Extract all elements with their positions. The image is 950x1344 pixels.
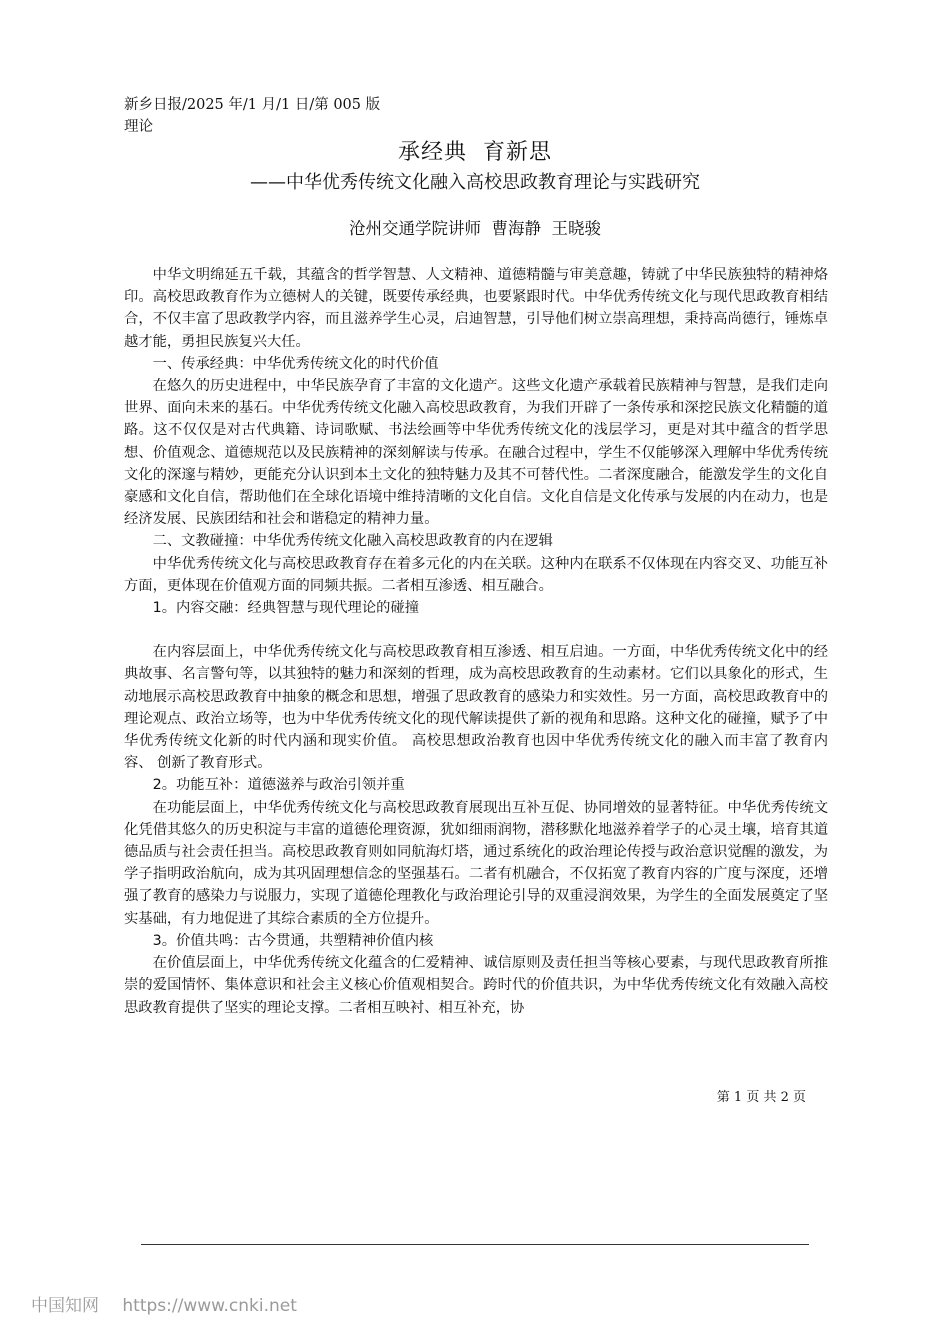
subheading-value-resonance: 3。价值共鸣：古今贯通，共塑精神价值内核	[152, 932, 434, 949]
paragraph-function-complement: 在功能层面上，中华优秀传统文化与高校思政教育展现出互补互促、协同增效的显著特征。中华优秀传统文化凭借其悠久的历史积淀与丰富的道德伦理资源，犹如细雨润物，潜移默化地滋养着学子的心灵土壤，培育其道德品质与社会责任担当。高校思政教育则如同航海灯塔，通过系统化的政治理论传授与政治意识觉醒的激发，为学子指明政治航向，成为其巩固理想信念的坚强基石。二者有机融合，不仅拓宽了教育内容的广度与深度，还增强了教育的感染力与说服力，实现了道德伦理教化与政治理论引导的双重浸润效果，为学生的全面发展奠定了坚实基础，有力地促进了其综合素质的全方位提升。	[124, 799, 828, 927]
subheading-content-fusion: 1。内容交融：经典智慧与现代理论的碰撞	[152, 600, 420, 617]
paragraph-intro: 中华文明绵延五千载，其蕴含的哲学智慧、人文精神、道德精髓与审美意趣，铸就了中华民族独特的精神烙印。高校思政教育作为立德树人的关键，既要传承经典，也要紧跟时代。中华优秀传统文化与现代思政教育相结合，不仅丰富了思政教学内容，而且滋养学生心灵，启迪智慧，引导他们树立崇高理想，秉持高尚德行，锤炼卓越才能，勇担民族复兴大任。	[124, 267, 828, 350]
article-title: 承经典 育新思	[398, 140, 552, 165]
article-body	[124, 264, 828, 1019]
article-subtitle: ——中华优秀传统文化融入高校思政教育理论与实践研究	[250, 172, 700, 193]
section-heading-1: 一、传承经典：中华优秀传统文化的时代价值	[152, 355, 439, 372]
page-number: 第 1 页 共 2 页	[716, 1090, 806, 1105]
author-line: 沧州交通学院讲师 曹海静 王晓骏	[349, 219, 601, 238]
subheading-function-complement: 2。功能互补：道德滋养与政治引领并重	[152, 777, 405, 794]
footer-watermark	[31, 1292, 297, 1320]
source-line: 新乡日报/2025 年/1 月/1 日/第 005 版理论	[124, 97, 381, 135]
section-heading-2: 二、文教碰撞：中华优秀传统文化融入高校思政教育的内在逻辑	[152, 533, 553, 550]
paragraph-section-1: 在悠久的历史进程中，中华民族孕育了丰富的文化遗产。这些文化遗产承载着民族精神与智慧，是我们走向世界、面向未来的基石。中华优秀传统文化融入高校思政教育，为我们开辟了一条传承和深挖民族文化精髓的道路。这不仅仅是对古代典籍、诗词歌赋、书法绘画等中华优秀传统文化的浅层学习，更是对其中蕴含的哲学思想、价值观念、道德规范以及民族精神的深刻解读与传承。在融合过程中，学生不仅能够深入理解中华优秀传统文化的深邃与精妙，更能充分认识到本土文化的独特魅力及其不可替代性。二者深度融合，能激发学生的文化自豪感和文化自信，帮助他们在全球化语境中维持清晰的文化自信。文化自信是文化传承与发展的内在动力，也是经济发展、民族团结和社会和谐稳定的精神力量。	[124, 378, 828, 528]
footer-divider	[141, 1244, 809, 1245]
paragraph-content-fusion: 在内容层面上，中华优秀传统文化与高校思政教育相互渗透、相互启迪。一方面，中华优秀传统文化中的经典故事、名言警句等，以其独特的魅力和深刻的哲理，成为高校思政教育的生动素材。它们以具象化的形式，生动地展示高校思政教育中抽象的概念和思想，增强了思政教育的感染力和实效性。另一方面，高校思政教育中的理论观点、政治立场等，也为中华优秀传统文化的现代解读提供了新的视角和思路。这种文化的碰撞，赋予了中华优秀传统文化新的时代内涵和现实价值。 高校思想政治教育也因中华优秀传统文化的融入而丰富了教育内容、 创新了教育形式。	[124, 644, 828, 772]
cnki-brand: 中国知网	[31, 1296, 99, 1316]
cnki-url[interactable]: https://www.cnki.net	[122, 1296, 297, 1316]
blank-line	[124, 619, 828, 641]
paragraph-value-resonance: 在价值层面上，中华优秀传统文化蕴含的仁爱精神、诚信原则及责任担当等核心要素，与现代思政教育所推崇的爱国情怀、集体意识和社会主义核心价值观相契合。跨时代的价值共识，为中华优秀传统文化有效融入高校思政教育提供了坚实的理论支撑。二者相互映衬、相互补充，协	[124, 955, 828, 1016]
paragraph-section-2: 中华优秀传统文化与高校思政教育存在着多元化的内在关联。这种内在联系不仅体现在内容交叉、功能互补方面，更体现在价值观方面的同频共振。二者相互渗透、相互融合。	[124, 555, 828, 594]
